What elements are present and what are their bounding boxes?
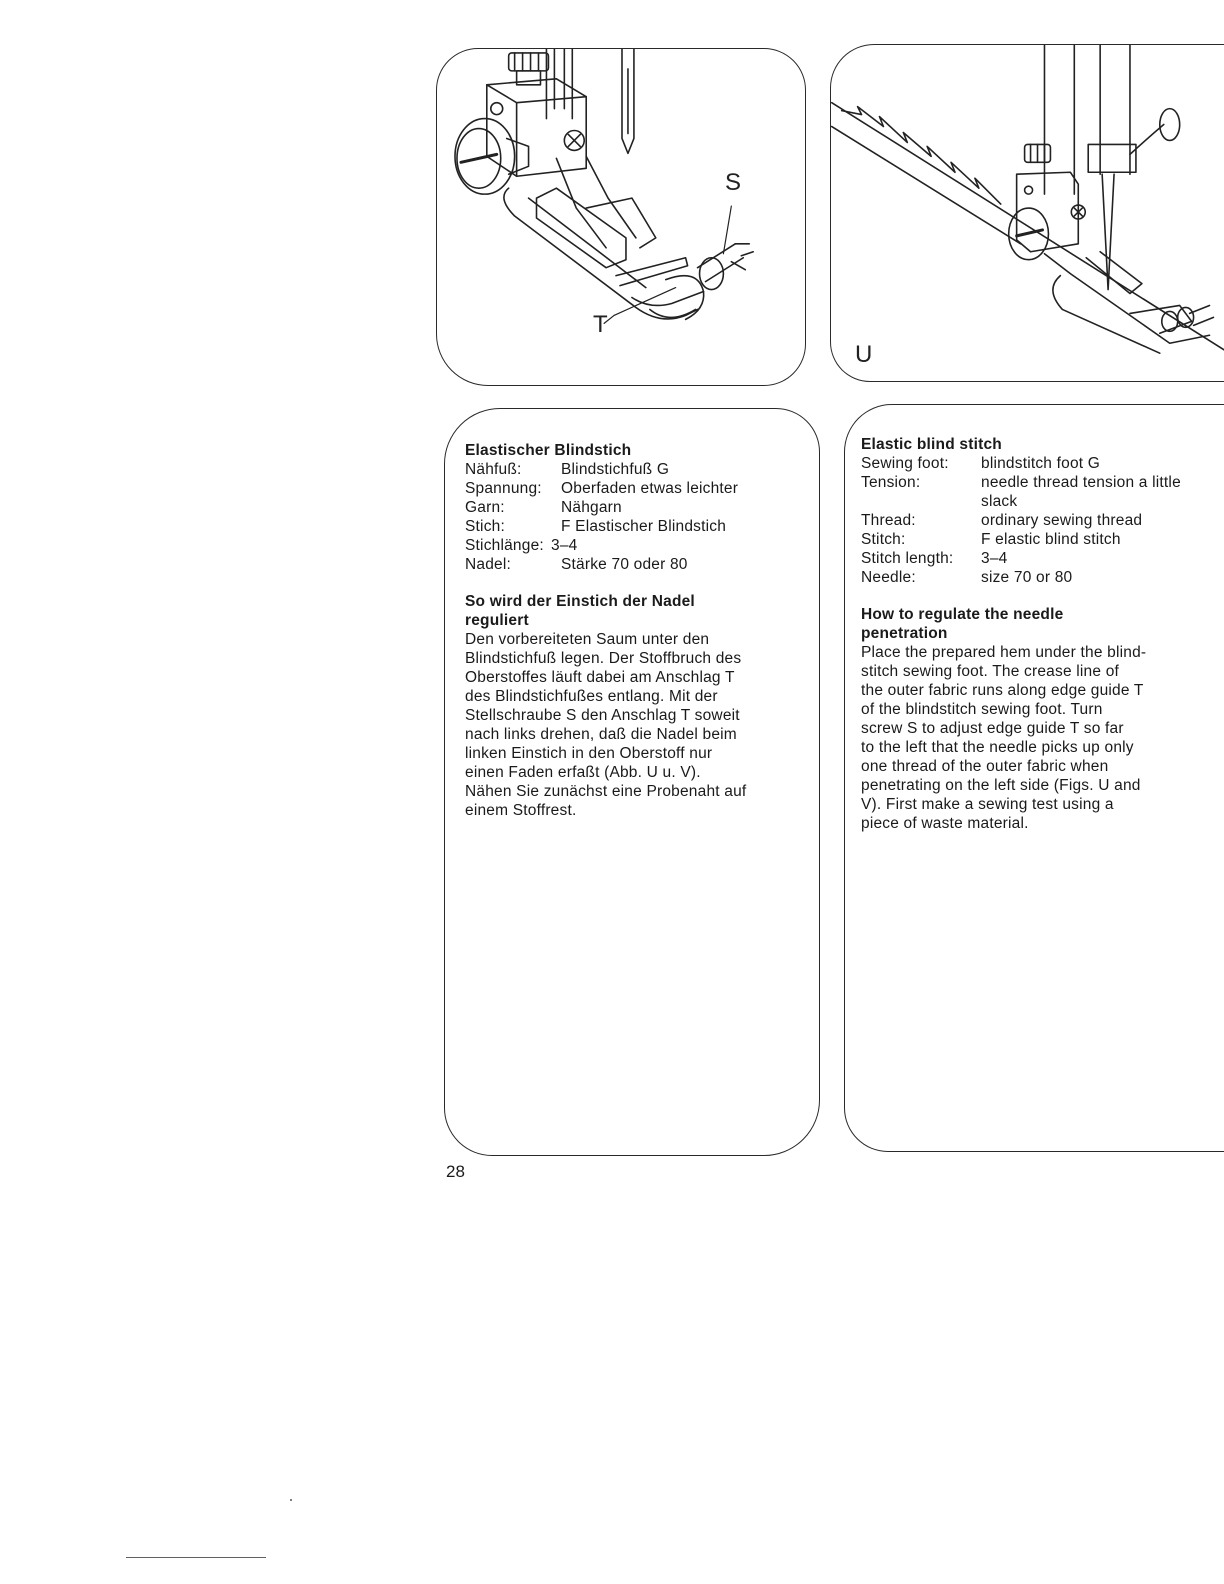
- spec-label: Needle:: [861, 569, 916, 586]
- spec-value: Stärke 70 oder 80: [561, 556, 688, 573]
- german-spec-row: [465, 479, 795, 498]
- page-number: 28: [446, 1162, 465, 1181]
- german-content: [465, 441, 795, 820]
- spec-label: Stich:: [465, 518, 505, 535]
- german-spec-row: [465, 460, 795, 479]
- stray-dot: [290, 1499, 292, 1501]
- german-body-line: nach links drehen, daß die Nadel beim: [465, 726, 737, 743]
- spec-label: Stitch:: [861, 531, 906, 548]
- label-t: T: [593, 311, 608, 338]
- english-subheading-cont: penetration: [861, 625, 948, 642]
- english-subheading: How to regulate the needle: [861, 606, 1064, 623]
- spec-value: blindstitch foot G: [981, 455, 1101, 472]
- english-body-line: of the blindstitch sewing foot. Turn: [861, 701, 1103, 718]
- german-subheading-cont: reguliert: [465, 612, 529, 629]
- spec-value: ordinary sewing thread: [981, 512, 1143, 529]
- spec-value: 3–4: [981, 550, 1008, 567]
- english-title: Elastic blind stitch: [861, 436, 1002, 453]
- german-instructions-panel: [444, 408, 820, 1156]
- spec-label: Tension:: [861, 474, 921, 491]
- english-body-line: V). First make a sewing test using a: [861, 796, 1114, 813]
- english-spec-row: [861, 454, 1191, 473]
- spec-label: Nähfuß:: [465, 461, 522, 478]
- figure-blindstitch-foot: [436, 48, 806, 386]
- english-body-line: to the left that the needle picks up only: [861, 739, 1134, 756]
- german-body-line: linken Einstich in den Oberstoff nur: [465, 745, 713, 762]
- english-content: [861, 435, 1191, 833]
- german-body-line: einem Stoffrest.: [465, 802, 577, 819]
- german-body-line: Stellschraube S den Anschlag T soweit: [465, 707, 740, 724]
- german-body-line: Oberstoffes läuft dabei am Anschlag T: [465, 669, 735, 686]
- german-body-line: des Blindstichfußes entlang. Mit der: [465, 688, 718, 705]
- spec-label: Nadel:: [465, 556, 512, 573]
- footer-line: [126, 1557, 266, 1558]
- english-spec-row: [861, 473, 1191, 511]
- english-body-line: screw S to adjust edge guide T so far: [861, 720, 1124, 737]
- english-body-line: one thread of the outer fabric when: [861, 758, 1109, 775]
- german-subheading: So wird der Einstich der Nadel: [465, 593, 695, 610]
- spec-value: F elastic blind stitch: [981, 531, 1121, 548]
- spec-label: Garn:: [465, 499, 505, 516]
- spec-value: needle thread tension a little slack: [981, 474, 1181, 510]
- spec-value: Oberfaden etwas leichter: [561, 480, 739, 497]
- spec-label: Stichlänge:: [465, 537, 544, 554]
- english-body-line: Place the prepared hem under the blind-: [861, 644, 1147, 661]
- german-body-line: Nähen Sie zunächst eine Probenaht auf: [465, 783, 747, 800]
- spec-label: Sewing foot:: [861, 455, 949, 472]
- german-body-line: einen Faden erfaßt (Abb. U u. V).: [465, 764, 701, 781]
- blindstitch-foot-drawing: [437, 49, 805, 385]
- english-instructions-panel: [844, 404, 1224, 1152]
- english-body-line: penetrating on the left side (Figs. U and: [861, 777, 1141, 794]
- english-spec-row: [861, 511, 1191, 530]
- figure-sewing-view-u: [830, 44, 1224, 382]
- german-spec-row: [465, 517, 795, 536]
- label-u: U: [855, 341, 873, 368]
- english-spec-row: [861, 568, 1191, 587]
- english-body-line: stitch sewing foot. The crease line of: [861, 663, 1120, 680]
- english-body-line: the outer fabric runs along edge guide T: [861, 682, 1144, 699]
- label-s: S: [725, 169, 742, 196]
- english-body-line: piece of waste material.: [861, 815, 1029, 832]
- german-body-line: Den vorbereiteten Saum unter den: [465, 631, 710, 648]
- german-spec-row: [465, 555, 795, 574]
- german-title: Elastischer Blindstich: [465, 442, 632, 459]
- spec-value: size 70 or 80: [981, 569, 1073, 586]
- spec-value: Nähgarn: [561, 499, 622, 516]
- spec-label: Spannung:: [465, 480, 542, 497]
- spec-value: 3–4: [551, 537, 578, 554]
- german-body-line: Blindstichfuß legen. Der Stoffbruch des: [465, 650, 742, 667]
- spec-value: F Elastischer Blindstich: [561, 518, 727, 535]
- english-spec-row: [861, 549, 1191, 568]
- sewing-view-drawing: [831, 45, 1224, 381]
- german-spec-row: [465, 498, 795, 517]
- spec-value: Blindstichfuß G: [561, 461, 670, 478]
- spec-label: Stitch length:: [861, 550, 954, 567]
- english-spec-row: [861, 530, 1191, 549]
- german-spec-row: [465, 536, 795, 555]
- spec-label: Thread:: [861, 512, 916, 529]
